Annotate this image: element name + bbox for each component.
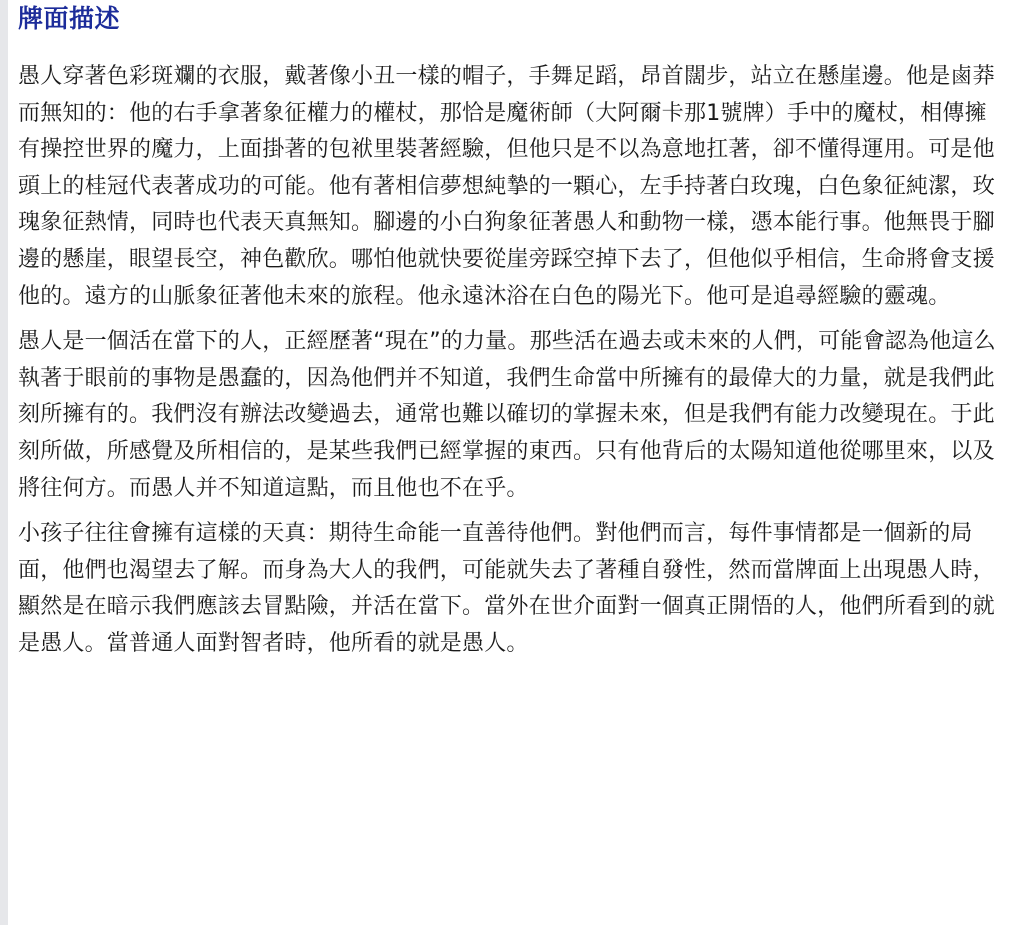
- paragraph-card-description: 愚人穿著色彩斑斕的衣服，戴著像小丑一樣的帽子，手舞足蹈，昂首闊步，站立在懸崖邊。他是鹵莽而無知的：他的右手拿著象征權力的權杖，那恰是魔術師（大阿爾卡那1號牌）手中的魔杖，相傳擁有操控世界的魔力，上面掛著的包袱里裝著經驗，但他只是不以為意地扛著，卻不懂得運用。可是他頭上的桂冠代表著成功的可能。他有著相信夢想純摯的一顆心，左手持著白玫瑰，白色象征純潔，玫瑰象征熱情，同時也代表天真無知。腳邊的小白狗象征著愚人和動物一樣，憑本能行事。他無畏于腳邊的懸崖，眼望長空，神色歡欣。哪怕他就快要從崖旁踩空掉下去了，但他似乎相信，生命將會支援他的。遠方的山脈象征著他未來的旅程。他永遠沐浴在白色的陽光下。他可是追尋經驗的靈魂。: [18, 64, 995, 309]
- article-content: [18, 0, 1004, 663]
- paragraph-living-in-present: 愚人是一個活在當下的人，正經歷著“現在”的力量。那些活在過去或未來的人們，可能會認為他這么執著于眼前的事物是愚蠢的，因為他們并不知道，我們生命當中所擁有的最偉大的力量，就是我們此刻所擁有的。我們沒有辦法改變過去，通常也難以確切的掌握未來，但是我們有能力改變現在。于此刻所做，所感覺及所相信的，是某些我們已經掌握的東西。只有他背后的太陽知道他從哪里來，以及將往何方。而愚人并不知道這點，而且他也不在乎。: [18, 329, 996, 501]
- section-title: 牌面描述: [18, 4, 121, 33]
- paragraph-childlike-innocence: 小孩子往往會擁有這樣的天真：期待生命能一直善待他們。對他們而言，每件事情都是一個新的局面，他們也渴望去了解。而身為大人的我們，可能就失去了著種自發性，然而當牌面上出現愚人時，顯然是在暗示我們應該去冒點險，并活在當下。當外在世介面對一個真正開悟的人，他們所看到的就是愚人。當普通人面對智者時，他所看的就是愚人。: [18, 521, 995, 656]
- left-border-rule: [0, 0, 8, 925]
